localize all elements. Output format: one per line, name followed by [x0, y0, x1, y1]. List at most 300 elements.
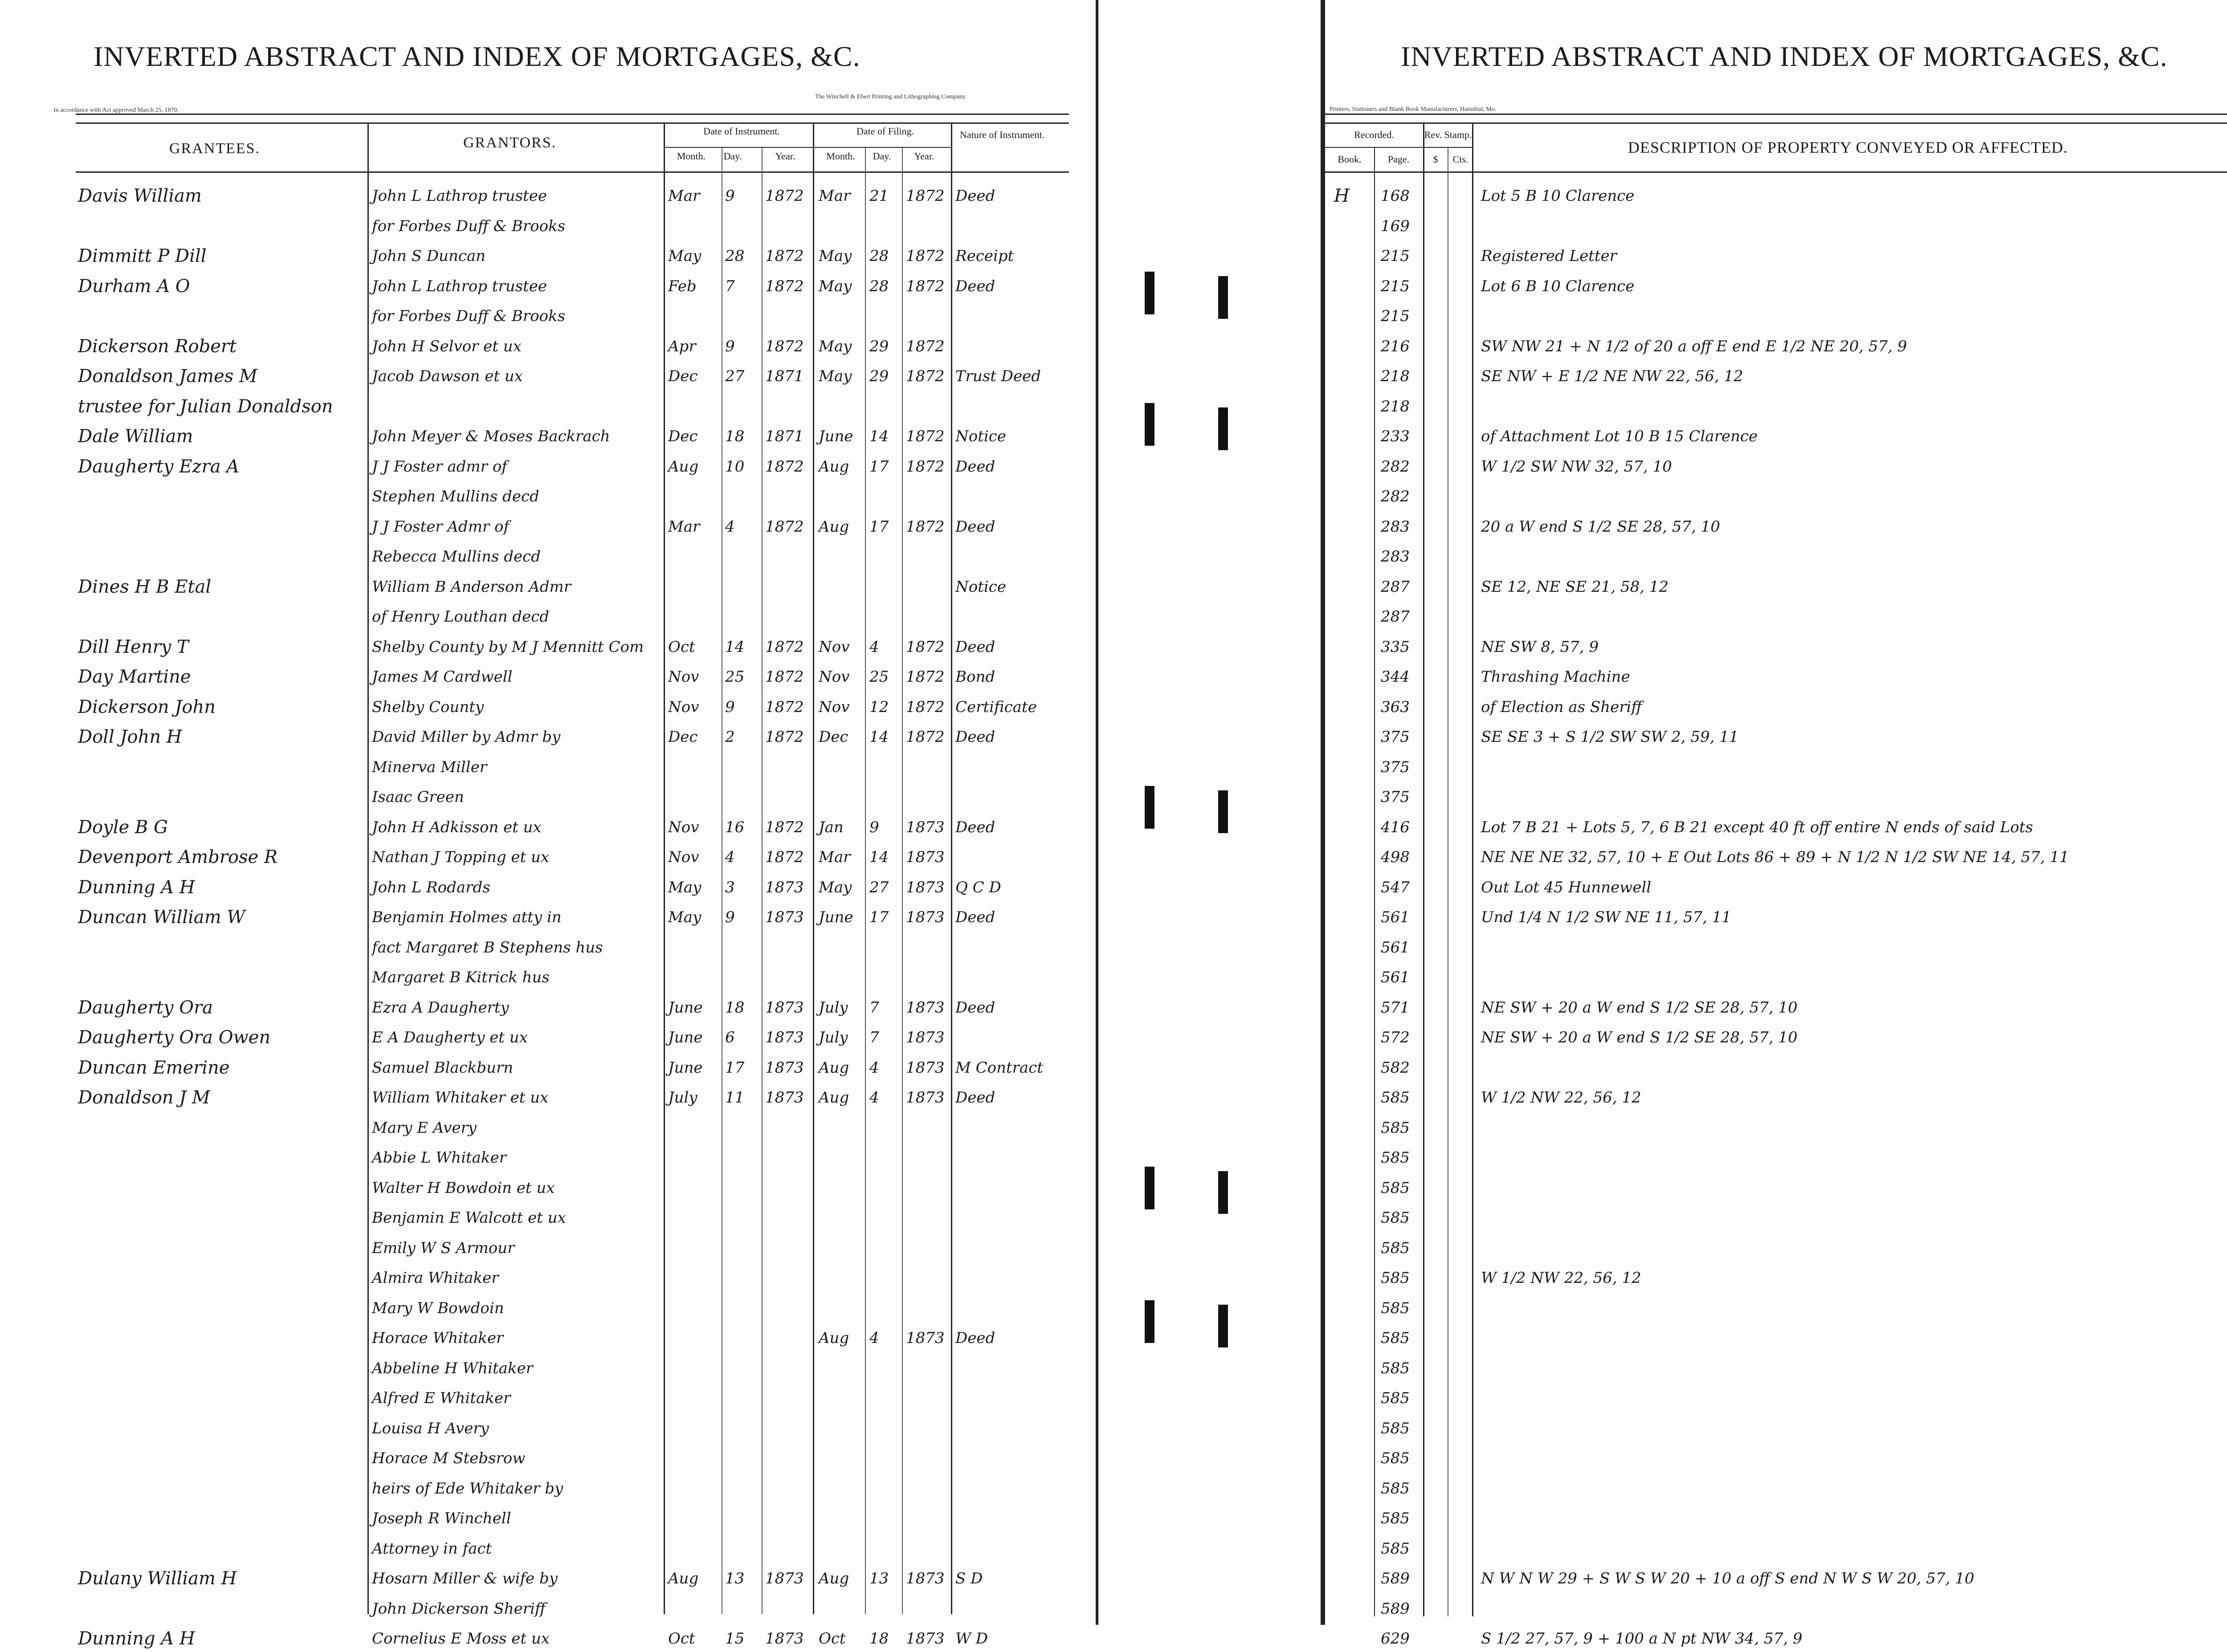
instrument-month-cell: Nov — [668, 698, 699, 716]
col-date-instrument: Date of Instrument. — [703, 126, 780, 137]
left-printer-note: The Winchell & Ebert Printing and Lithographing Company. — [815, 94, 967, 100]
description-cell: W 1/2 NW 22, 56, 12 — [1481, 1269, 1641, 1287]
filing-day-cell: 28 — [869, 247, 889, 265]
left-ledger-page — [0, 0, 1098, 1649]
col-description: DESCRIPTION OF PROPERTY CONVEYED OR AFFECTED. — [1628, 138, 2068, 156]
nature-cell: Deed — [955, 457, 995, 476]
grantor-cell: Emily W S Armour — [372, 1239, 515, 1257]
instrument-day-cell: 18 — [725, 998, 745, 1017]
grantor-cell: John Dickerson Sheriff — [372, 1599, 546, 1618]
grantor-cell: John H Selvor et ux — [372, 337, 522, 355]
grantor-cell: Isaac Green — [372, 788, 464, 806]
filing-month-cell: Aug — [819, 1329, 849, 1347]
instrument-month-cell: May — [668, 247, 702, 265]
binding-hole — [1145, 786, 1154, 829]
filing-month-cell: Mar — [819, 848, 851, 866]
filing-day-cell: 17 — [869, 517, 889, 536]
page-number-cell: 233 — [1381, 427, 1410, 445]
col-rev-stamp: Rev. Stamp. — [1424, 129, 1472, 140]
col-file-year: Year. — [914, 151, 934, 162]
instrument-year-cell: 1873 — [765, 1058, 804, 1077]
instrument-month-cell: Dec — [668, 427, 698, 445]
grantor-cell: Walter H Bowdoin et ux — [372, 1179, 555, 1197]
instrument-day-cell: 4 — [725, 848, 735, 866]
filing-month-cell: May — [819, 277, 852, 295]
nature-cell: Certificate — [955, 698, 1037, 716]
filing-month-cell: Aug — [819, 457, 849, 476]
grantee-cell: trustee for Julian Donaldson — [78, 396, 333, 417]
filing-day-cell: 4 — [869, 1058, 879, 1077]
grantor-cell: John H Adkisson et ux — [372, 818, 542, 836]
col-divider-inst — [664, 122, 665, 1614]
filing-year-cell: 1872 — [906, 187, 945, 205]
grantor-cell: Stephen Mullins decd — [372, 488, 539, 505]
col-inst-day: Day. — [723, 151, 742, 162]
description-cell: 20 a W end S 1/2 SE 28, 57, 10 — [1481, 517, 1721, 536]
col-book: Book. — [1338, 154, 1362, 165]
date-subheader-rule — [664, 147, 951, 148]
grantor-cell: John L Lathrop trustee — [372, 187, 547, 205]
description-cell: SE 12, NE SE 21, 58, 12 — [1481, 578, 1669, 596]
col-date-filing: Date of Filing. — [857, 126, 914, 137]
grantor-cell: Louisa H Avery — [372, 1419, 489, 1437]
instrument-day-cell: 13 — [725, 1570, 745, 1587]
filing-year-cell: 1873 — [906, 1089, 945, 1107]
grantor-cell: J J Foster admr of — [372, 457, 507, 476]
page-number-cell: 287 — [1381, 578, 1410, 596]
grantor-cell: Benjamin Holmes atty in — [372, 908, 562, 926]
instrument-year-cell: 1871 — [765, 367, 804, 385]
grantor-cell: for Forbes Duff & Brooks — [372, 217, 566, 235]
grantor-cell: James M Cardwell — [372, 668, 513, 686]
grantor-cell: Margaret B Kitrick hus — [372, 968, 550, 986]
filing-day-cell: 9 — [869, 818, 879, 836]
right-ledger-page — [1321, 0, 2227, 1648]
filing-day-cell: 13 — [869, 1570, 889, 1587]
page-number-cell: 363 — [1381, 698, 1410, 716]
grantor-cell: Attorney in fact — [372, 1539, 492, 1558]
filing-year-cell: 1873 — [906, 998, 945, 1017]
instrument-day-cell: 4 — [725, 517, 735, 536]
binding-hole — [1218, 1305, 1228, 1347]
instrument-year-cell: 1873 — [765, 1630, 804, 1648]
grantee-cell: Dines H B Etal — [78, 576, 212, 597]
page-number-cell: 585 — [1381, 1209, 1410, 1227]
grantor-cell: Horace M Stebsrow — [372, 1449, 526, 1467]
instrument-year-cell: 1872 — [765, 848, 804, 866]
description-cell: SW NW 21 + N 1/2 of 20 a off E end E 1/2 NE 20, 57, 9 — [1481, 337, 1907, 355]
page-number-cell: 218 — [1381, 367, 1410, 385]
grantor-cell: J J Foster Admr of — [372, 517, 510, 536]
filing-day-cell: 14 — [869, 848, 889, 866]
filing-day-cell: 25 — [869, 668, 889, 686]
instrument-day-cell: 6 — [725, 1029, 735, 1046]
description-cell: Lot 6 B 10 Clarence — [1481, 277, 1635, 295]
col-divider-page — [1374, 147, 1375, 1616]
filing-year-cell: 1872 — [906, 337, 945, 355]
grantor-cell: William B Anderson Admr — [372, 578, 571, 596]
binding-hole — [1218, 276, 1228, 319]
description-cell: NE SW 8, 57, 9 — [1481, 638, 1599, 656]
filing-year-cell: 1872 — [906, 638, 945, 656]
instrument-month-cell: Apr — [668, 337, 696, 355]
filing-month-cell: May — [819, 337, 852, 355]
nature-cell: Deed — [955, 728, 995, 746]
col-recorded: Recorded. — [1354, 129, 1394, 140]
grantee-cell: Donaldson James M — [78, 366, 257, 387]
instrument-day-cell: 10 — [725, 457, 745, 476]
description-cell: Lot 7 B 21 + Lots 5, 7, 6 B 21 except 40 ft off entire N ends of said Lots — [1481, 818, 2033, 836]
description-cell: W 1/2 NW 22, 56, 12 — [1481, 1089, 1641, 1107]
right-page-title: INVERTED ABSTRACT AND INDEX OF MORTGAGES, &C. — [1401, 41, 2168, 72]
description-cell: Out Lot 45 Hunnewell — [1481, 878, 1652, 896]
filing-day-cell: 29 — [869, 337, 889, 355]
col-divider-inst-year — [762, 147, 763, 1614]
instrument-day-cell: 11 — [725, 1089, 745, 1107]
instrument-day-cell: 9 — [725, 908, 735, 926]
instrument-year-cell: 1871 — [765, 427, 804, 445]
filing-year-cell: 1873 — [906, 1630, 945, 1648]
nature-cell: Bond — [955, 668, 995, 686]
nature-cell: Deed — [955, 1089, 995, 1107]
page-number-cell: 585 — [1381, 1329, 1410, 1347]
instrument-year-cell: 1873 — [765, 1570, 804, 1587]
grantor-cell: Shelby County by M J Mennitt Com — [372, 638, 644, 656]
filing-month-cell: Aug — [819, 1058, 849, 1077]
page-number-cell: 416 — [1381, 818, 1410, 836]
right-printer-note: Printers, Stationers and Blank Book Manufacturers, Hannibal, Mo. — [1330, 106, 1497, 113]
binding-hole — [1145, 403, 1154, 446]
page-number-cell: 218 — [1381, 397, 1410, 415]
description-cell: of Attachment Lot 10 B 15 Clarence — [1481, 427, 1758, 445]
grantor-cell: Shelby County — [372, 698, 484, 716]
instrument-month-cell: Aug — [668, 1570, 699, 1587]
grantor-cell: John L Rodards — [372, 878, 490, 896]
description-cell: S 1/2 27, 57, 9 + 100 a N pt NW 34, 57, 9 — [1481, 1630, 1803, 1648]
instrument-month-cell: June — [668, 1029, 703, 1046]
instrument-year-cell: 1872 — [765, 457, 804, 476]
grantor-cell: of Henry Louthan decd — [372, 608, 549, 626]
nature-cell: Deed — [955, 818, 995, 836]
description-cell: NE SW + 20 a W end S 1/2 SE 28, 57, 10 — [1481, 1029, 1798, 1046]
page-number-cell: 585 — [1381, 1119, 1410, 1137]
binding-gutter — [1100, 0, 1321, 1625]
instrument-month-cell: May — [668, 908, 702, 926]
filing-month-cell: Nov — [819, 638, 850, 656]
nature-cell: Q C D — [955, 878, 1001, 896]
col-divider-grantors — [367, 122, 369, 1614]
binding-hole — [1218, 790, 1228, 833]
filing-month-cell: Oct — [819, 1630, 846, 1648]
filing-month-cell: May — [819, 878, 852, 896]
page-number-cell: 283 — [1381, 517, 1410, 536]
page-number-cell: 585 — [1381, 1149, 1410, 1167]
description-cell: Registered Letter — [1481, 247, 1617, 265]
filing-month-cell: July — [819, 1029, 848, 1046]
grantor-cell: heirs of Ede Whitaker by — [372, 1479, 563, 1497]
description-cell: SE SE 3 + S 1/2 SW SW 2, 59, 11 — [1481, 728, 1739, 746]
grantor-cell: Nathan J Topping et ux — [372, 848, 550, 866]
nature-cell: Notice — [955, 427, 1006, 445]
grantee-cell: Daugherty Ezra A — [78, 456, 240, 477]
filing-day-cell: 14 — [869, 728, 889, 746]
col-divider-file-year — [902, 147, 903, 1614]
page-number-cell: 561 — [1381, 938, 1410, 956]
filing-day-cell: 29 — [869, 367, 889, 385]
grantee-cell: Dulany William H — [78, 1568, 237, 1589]
page-number-cell: 585 — [1381, 1539, 1410, 1558]
binding-hole — [1218, 1171, 1228, 1214]
filing-day-cell: 4 — [869, 1089, 879, 1107]
instrument-month-cell: Mar — [668, 517, 700, 536]
grantee-cell: Duncan William W — [78, 907, 245, 928]
instrument-month-cell: Aug — [668, 457, 699, 476]
filing-day-cell: 28 — [869, 277, 889, 295]
filing-year-cell: 1872 — [906, 277, 945, 295]
right-header-rule-top — [1325, 114, 2227, 115]
description-cell: N W N W 29 + S W S W 20 + 10 a off S end N W S W 20, 57, 10 — [1481, 1570, 1974, 1587]
filing-year-cell: 1873 — [906, 878, 945, 896]
grantor-cell: Joseph R Winchell — [372, 1510, 511, 1527]
grantor-cell: Alfred E Whitaker — [372, 1389, 511, 1407]
page-number-cell: 287 — [1381, 608, 1410, 626]
page-number-cell: 585 — [1381, 1299, 1410, 1317]
filing-month-cell: May — [819, 247, 852, 265]
page-number-cell: 375 — [1381, 788, 1410, 806]
filing-year-cell: 1873 — [906, 908, 945, 926]
page-number-cell: 589 — [1381, 1570, 1410, 1587]
filing-day-cell: 27 — [869, 878, 889, 896]
filing-year-cell: 1873 — [906, 848, 945, 866]
filing-month-cell: Aug — [819, 1089, 849, 1107]
page-number-cell: 589 — [1381, 1599, 1410, 1618]
grantor-cell: Samuel Blackburn — [372, 1058, 514, 1077]
page-number-cell: 585 — [1381, 1269, 1410, 1287]
filing-year-cell: 1872 — [906, 247, 945, 265]
description-cell: Thrashing Machine — [1481, 668, 1630, 686]
header-rule-2 — [76, 122, 1069, 124]
filing-year-cell: 1873 — [906, 1329, 945, 1347]
instrument-year-cell: 1872 — [765, 277, 804, 295]
page-number-cell: 582 — [1381, 1058, 1410, 1077]
page-number-cell: 629 — [1381, 1630, 1410, 1648]
left-act-note: In accordance with Act approved March 25, 1870. — [53, 107, 179, 114]
grantor-cell: fact Margaret B Stephens hus — [372, 938, 603, 956]
description-cell: Lot 5 B 10 Clarence — [1481, 187, 1635, 205]
instrument-year-cell: 1872 — [765, 698, 804, 716]
page-number-cell: 585 — [1381, 1179, 1410, 1197]
filing-year-cell: 1872 — [906, 728, 945, 746]
instrument-day-cell: 18 — [725, 427, 745, 445]
instrument-month-cell: Dec — [668, 728, 698, 746]
col-inst-month: Month. — [677, 151, 706, 162]
filing-day-cell: 17 — [869, 457, 889, 476]
nature-cell: W D — [955, 1630, 988, 1648]
instrument-year-cell: 1872 — [765, 818, 804, 836]
filing-day-cell: 21 — [869, 187, 889, 205]
grantee-cell: Doyle B G — [78, 817, 168, 838]
instrument-year-cell: 1873 — [765, 878, 804, 896]
instrument-month-cell: Oct — [668, 1630, 695, 1648]
page-number-cell: 216 — [1381, 337, 1410, 355]
col-grantors: GRANTORS. — [463, 134, 557, 151]
grantee-cell: Durham A O — [78, 276, 190, 297]
instrument-year-cell: 1873 — [765, 1029, 804, 1046]
nature-cell: Deed — [955, 517, 995, 536]
grantee-cell: Daugherty Ora Owen — [78, 1027, 271, 1048]
col-page: Page. — [1387, 154, 1410, 165]
page-number-cell: 585 — [1381, 1479, 1410, 1497]
book-cell: H — [1334, 186, 1350, 206]
filing-day-cell: 4 — [869, 638, 879, 656]
grantee-cell: Daugherty Ora — [78, 997, 213, 1018]
filing-day-cell: 7 — [869, 998, 879, 1017]
filing-month-cell: Aug — [819, 517, 849, 536]
filing-month-cell: June — [819, 427, 853, 445]
filing-year-cell: 1872 — [906, 427, 945, 445]
page-number-cell: 585 — [1381, 1239, 1410, 1257]
instrument-day-cell: 7 — [725, 277, 735, 295]
page-number-cell: 282 — [1381, 457, 1410, 476]
grantee-cell: Doll John H — [78, 727, 182, 747]
filing-day-cell: 7 — [869, 1029, 879, 1046]
grantor-cell: John S Duncan — [372, 247, 486, 265]
binding-hole — [1218, 407, 1228, 450]
grantee-cell: Dickerson Robert — [78, 336, 237, 357]
col-dollars: $ — [1433, 154, 1438, 165]
page-number-cell: 375 — [1381, 728, 1410, 746]
instrument-month-cell: Mar — [668, 187, 700, 205]
grantor-cell: Horace Whitaker — [372, 1329, 504, 1347]
filing-month-cell: Jan — [819, 818, 844, 836]
grantor-cell: Ezra A Daugherty — [372, 998, 509, 1017]
filing-year-cell: 1873 — [906, 818, 945, 836]
filing-day-cell: 18 — [869, 1630, 889, 1648]
instrument-year-cell: 1872 — [765, 247, 804, 265]
right-header-rule-2 — [1325, 122, 2227, 124]
grantor-cell: Rebecca Mullins decd — [372, 548, 541, 566]
filing-day-cell: 12 — [869, 698, 889, 716]
grantor-cell: Abbie L Whitaker — [372, 1149, 506, 1167]
page-number-cell: 561 — [1381, 908, 1410, 926]
col-divider-file-day — [865, 147, 866, 1614]
page-number-cell: 585 — [1381, 1089, 1410, 1107]
nature-cell: Deed — [955, 998, 995, 1017]
nature-cell: Receipt — [955, 247, 1014, 265]
instrument-day-cell: 2 — [725, 728, 735, 746]
instrument-day-cell: 9 — [725, 187, 735, 205]
filing-year-cell: 1872 — [906, 367, 945, 385]
nature-cell: Deed — [955, 277, 995, 295]
filing-year-cell: 1872 — [906, 668, 945, 686]
nature-cell: Deed — [955, 638, 995, 656]
instrument-year-cell: 1872 — [765, 638, 804, 656]
grantor-cell: John L Lathrop trustee — [372, 277, 547, 295]
col-divider-stamp — [1423, 122, 1424, 1616]
filing-month-cell: Dec — [819, 728, 848, 746]
col-nature: Nature of Instrument. — [960, 129, 1044, 140]
instrument-month-cell: June — [668, 998, 703, 1017]
page-number-cell: 169 — [1381, 217, 1410, 235]
binding-hole — [1145, 1167, 1154, 1209]
grantor-cell: John Meyer & Moses Backrach — [372, 427, 610, 445]
instrument-month-cell: Nov — [668, 848, 699, 866]
description-cell: NE NE NE 32, 57, 10 + E Out Lots 86 + 89 + N 1/2 N 1/2 SW NE 14, 57, 11 — [1481, 848, 2069, 866]
grantor-cell: Cornelius E Moss et ux — [372, 1630, 550, 1648]
grantee-cell: Dickerson John — [78, 696, 216, 717]
filing-month-cell: Aug — [819, 1570, 849, 1587]
page-number-cell: 585 — [1381, 1449, 1410, 1467]
col-file-month: Month. — [826, 151, 855, 162]
col-file-day: Day. — [873, 151, 891, 162]
recorded-subheader-rule — [1325, 147, 1472, 148]
instrument-year-cell: 1873 — [765, 908, 804, 926]
grantee-cell: Dimmitt P Dill — [78, 246, 207, 266]
grantee-cell: Donaldson J M — [78, 1087, 210, 1108]
col-cts: Cts. — [1452, 154, 1468, 165]
instrument-month-cell: Nov — [668, 818, 699, 836]
grantee-cell: Duncan Emerine — [78, 1057, 230, 1078]
instrument-day-cell: 25 — [725, 668, 745, 686]
nature-cell: S D — [955, 1570, 983, 1587]
instrument-day-cell: 15 — [725, 1630, 745, 1648]
filing-month-cell: Nov — [819, 698, 850, 716]
page-number-cell: 572 — [1381, 1029, 1410, 1046]
grantor-cell: E A Daugherty et ux — [372, 1029, 528, 1046]
page-number-cell: 215 — [1381, 247, 1410, 265]
grantor-cell: Almira Whitaker — [372, 1269, 499, 1287]
header-rule-bottom — [76, 171, 1069, 173]
grantor-cell: Hosarn Miller & wife by — [372, 1570, 558, 1587]
filing-year-cell: 1873 — [906, 1029, 945, 1046]
grantor-cell: David Miller by Admr by — [372, 728, 561, 746]
instrument-year-cell: 1873 — [765, 1089, 804, 1107]
instrument-month-cell: Feb — [668, 277, 697, 295]
filing-month-cell: Nov — [819, 668, 850, 686]
description-cell: of Election as Sheriff — [1481, 698, 1642, 716]
grantor-cell: for Forbes Duff & Brooks — [372, 307, 566, 325]
instrument-month-cell: July — [668, 1089, 697, 1107]
col-divider-filing — [813, 122, 814, 1614]
description-cell: Und 1/4 N 1/2 SW NE 11, 57, 11 — [1481, 908, 1732, 926]
grantor-cell: Abbeline H Whitaker — [372, 1359, 533, 1377]
instrument-day-cell: 17 — [725, 1058, 745, 1077]
instrument-day-cell: 9 — [725, 698, 735, 716]
nature-cell: Notice — [955, 578, 1006, 596]
description-cell: SE NW + E 1/2 NE NW 22, 56, 12 — [1481, 367, 1743, 385]
binding-hole — [1145, 272, 1154, 314]
grantee-cell: Dunning A H — [78, 877, 195, 898]
description-cell: W 1/2 SW NW 32, 57, 10 — [1481, 457, 1672, 476]
nature-cell: Trust Deed — [955, 367, 1041, 385]
filing-day-cell: 4 — [869, 1329, 879, 1347]
instrument-month-cell: Dec — [668, 367, 698, 385]
col-divider-nature — [951, 122, 952, 1614]
instrument-day-cell: 3 — [725, 878, 735, 896]
grantor-cell: William Whitaker et ux — [372, 1089, 549, 1107]
page-number-cell: 283 — [1381, 548, 1410, 566]
nature-cell: Deed — [955, 187, 995, 205]
binding-hole — [1145, 1300, 1154, 1343]
instrument-month-cell: Nov — [668, 668, 699, 686]
page-number-cell: 375 — [1381, 758, 1410, 776]
instrument-day-cell: 9 — [725, 337, 735, 355]
page-number-cell: 335 — [1381, 638, 1410, 656]
grantor-cell: Minerva Miller — [372, 758, 487, 776]
page-number-cell: 561 — [1381, 968, 1410, 986]
right-header-rule-bottom — [1325, 171, 2227, 173]
page-number-cell: 344 — [1381, 668, 1410, 686]
